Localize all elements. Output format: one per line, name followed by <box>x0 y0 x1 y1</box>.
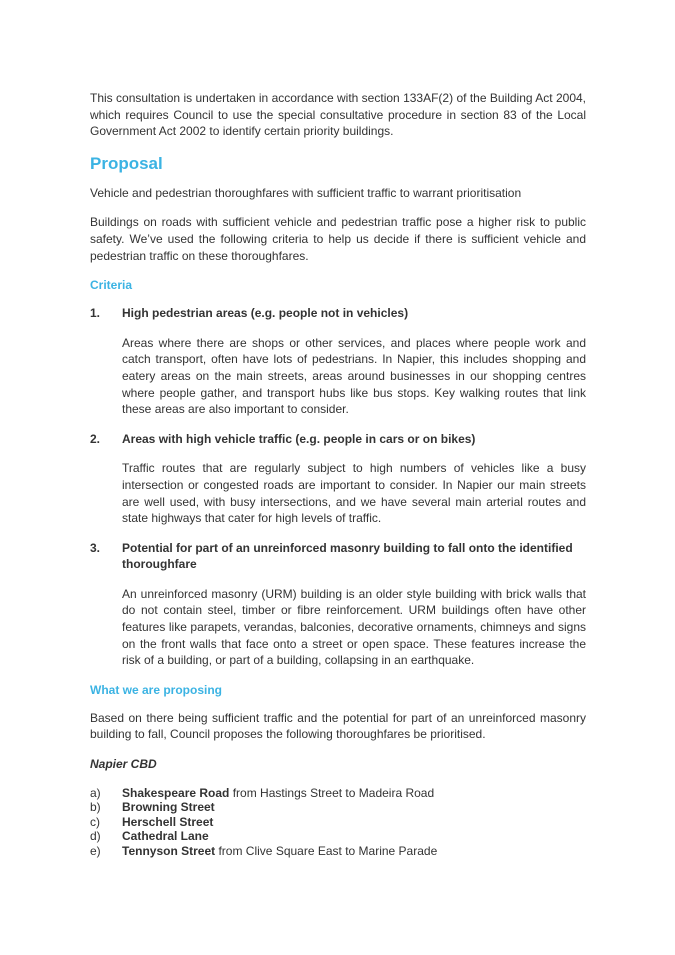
proposal-body: Buildings on roads with sufficient vehicle and pedestrian traffic pose a higher risk to public safety. We’ve used the following criteria to help us decide if there is sufficient vehicle and pedestrian traffic on these thoroughfares. <box>90 215 586 263</box>
criterion-number: 2. <box>90 431 101 446</box>
intro-paragraph: This consultation is undertaken in accordance with section 133AF(2) of the Building Act 2004, which requires Council to use the special consultative procedure in section 83 of the Local Government Act 2002 to identify certain priority buildings. <box>90 91 586 139</box>
area-subheading: Napier CBD <box>90 757 157 772</box>
road-name: Browning Street <box>122 800 215 815</box>
road-name: Tennyson Street <box>122 844 216 858</box>
thoroughfare-list <box>90 786 586 859</box>
road-name: Cathedral Lane <box>122 829 209 844</box>
criterion-body: Traffic routes that are regularly subject to high numbers of vehicles like a busy intersection or congested roads are important to consider. In Napier our main streets are well used, with busy intersections, and we have several main arterial routes and state highways that cater for high levels of traffic. <box>122 461 586 526</box>
criteria-heading: Criteria <box>90 278 133 293</box>
list-letter: b) <box>90 800 101 815</box>
list-letter: d) <box>90 829 101 844</box>
road-name: Herschell Street <box>122 814 214 829</box>
proposing-heading: What we are proposing <box>90 682 223 697</box>
list-letter: e) <box>90 844 101 858</box>
criterion-number: 1. <box>90 306 101 321</box>
document-page <box>90 90 586 859</box>
proposal-lead: Vehicle and pedestrian thoroughfares with sufficient traffic to warrant prioritisation <box>90 185 522 200</box>
criterion-body: Areas where there are shops or other services, and places where people work and catch transport, often have lots of pedestrians. In Napier, this includes shopping and eatery areas on the main streets, areas around businesses in our shopping centres where people gather, and transport hubs like bus stops. Key walking routes that link these areas are also important to consider. <box>122 335 586 417</box>
proposing-body: Based on there being sufficient traffic and the potential for part of an unreinforced masonry building to fall, Council proposes the following thoroughfares be prioritised. <box>90 710 586 742</box>
criterion-title: Areas with high vehicle traffic (e.g. people in cars or on bikes) <box>122 431 476 446</box>
criterion-1 <box>90 305 586 322</box>
list-item <box>90 786 586 801</box>
criterion-3 <box>90 540 586 573</box>
list-item <box>90 800 586 815</box>
road-extent: from Hastings Street to Madeira Road <box>229 785 435 800</box>
road-name: Shakespeare Road <box>122 785 230 800</box>
list-item <box>90 844 586 859</box>
list-letter: c) <box>90 814 100 829</box>
criterion-title: High pedestrian areas (e.g. people not in vehicles) <box>122 306 409 321</box>
criterion-2 <box>90 431 586 448</box>
list-item <box>90 815 586 830</box>
criterion-number: 3. <box>90 540 101 555</box>
list-item <box>90 829 586 844</box>
proposal-heading: Proposal <box>90 153 163 173</box>
criterion-title: Potential for part of an unreinforced masonry building to fall onto the identified thoroughfare <box>122 540 573 572</box>
criterion-body: An unreinforced masonry (URM) building is an older style building with brick walls that do not contain steel, timber or fibre reinforcement. URM buildings often have other features like parapets, verandas, balconies, decorative ornaments, chimneys and signs on the front walls that face onto a street or open space. These features increase the risk of a building, or part of a building, collapsing in an earthquake. <box>122 586 586 668</box>
list-letter: a) <box>90 785 101 800</box>
road-extent: from Clive Square East to Marine Parade <box>215 844 438 858</box>
